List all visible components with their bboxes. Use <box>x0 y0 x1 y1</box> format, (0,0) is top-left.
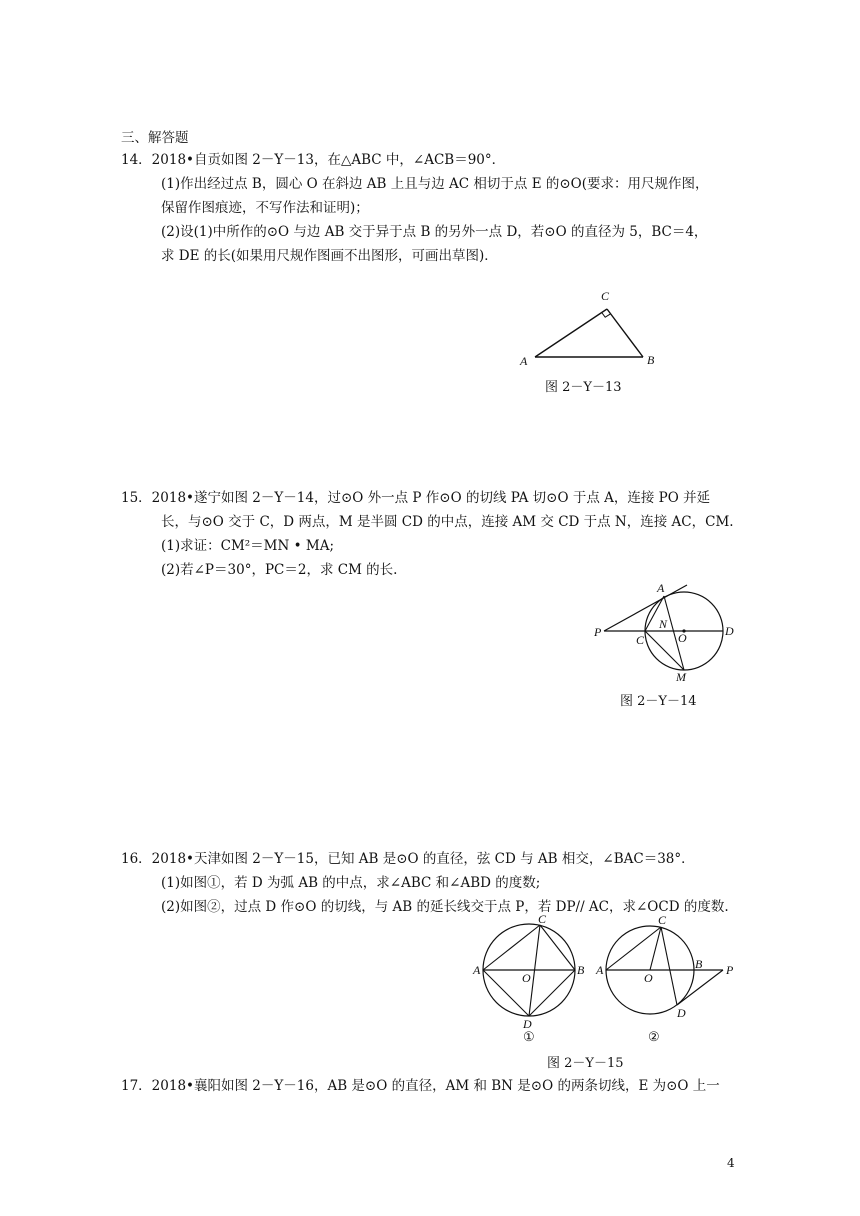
section-title: 三、解答题 <box>121 130 189 146</box>
q15-line-2: 长，与⊙O 交于 C，D 两点，M 是半圆 CD 的中点，连接 AM 交 CD 于点 N，连接 AC，CM. <box>161 514 734 530</box>
label-a: A <box>520 354 528 368</box>
side-ac <box>535 309 607 357</box>
label-a: A <box>473 963 481 977</box>
chord-bd <box>529 970 575 1016</box>
chord-ac <box>606 927 661 970</box>
segment-co <box>650 927 661 970</box>
label-b: B <box>695 957 703 971</box>
label-a: A <box>596 963 604 977</box>
label-b: B <box>647 353 655 367</box>
q14-line-5: 求 DE 的长(如果用尺规作图画不出图形，可画出草图)． <box>161 248 498 264</box>
q16-line-2: (1)如图①，若 D 为弧 AB 的中点，求∠ABC 和∠ABD 的度数; <box>161 875 541 891</box>
q17-line-1: 17．2018•襄阳如图 2－Y－16，AB 是⊙O 的直径，AM 和 BN 是⊙O 的两条切线，E 为⊙O 上一 <box>121 1078 720 1094</box>
label-m: M <box>676 670 686 684</box>
label-a: A <box>657 581 665 595</box>
q15-line-3: (1)求证：CM²＝MN • MA; <box>161 538 334 554</box>
q14-line-1: 14．2018•自贡如图 2－Y－13，在△ABC 中，∠ACB＝90°． <box>121 152 506 168</box>
figure-2-y-13 <box>510 285 670 375</box>
figure-caption-14: 图 2－Y－14 <box>620 694 697 709</box>
page-number: 4 <box>727 1156 735 1170</box>
label-o: O <box>522 971 531 985</box>
q15-line-4: (2)若∠P＝30°，PC＝2，求 CM 的长. <box>161 562 398 578</box>
label-d: D <box>523 1017 532 1031</box>
label-d: D <box>677 1006 686 1020</box>
q16-line-3: (2)如图②，过点 D 作⊙O 的切线，与 AB 的延长线交于点 P，若 DP// AC，求∠OCD 的度数. <box>161 899 729 915</box>
figure-2-y-14 <box>590 578 750 688</box>
q14-line-3: 保留作图痕迹，不写作法和证明)； <box>161 200 369 216</box>
chord-cd <box>661 927 677 1005</box>
label-c: C <box>538 912 547 926</box>
label-p: P <box>726 963 734 977</box>
label-b: B <box>577 963 585 977</box>
q15-line-1: 15．2018•遂宁如图 2－Y－14，过⊙O 外一点 P 作⊙O 的切线 PA 切⊙O 于点 A，连接 PO 并延 <box>121 490 711 506</box>
label-p: P <box>594 625 602 639</box>
figure-2-y-15-2 <box>595 915 745 1045</box>
right-angle-mark <box>602 313 611 318</box>
chord-ac <box>483 925 540 970</box>
side-cb <box>607 309 643 357</box>
figure-caption-15: 图 2－Y－15 <box>547 1056 624 1071</box>
figure-caption-13: 图 2－Y－13 <box>545 380 622 395</box>
label-c: C <box>658 913 667 927</box>
q14-line-2: (1)作出经过点 B，圆心 O 在斜边 AB 上且与边 AC 相切于点 E 的⊙O(要求：用尺规作图， <box>161 176 709 192</box>
label-n: N <box>659 617 668 631</box>
subfigure-label-1: ① <box>523 1030 535 1045</box>
figure-2-y-15-1 <box>470 912 600 1045</box>
label-c: C <box>636 633 645 647</box>
q16-line-1: 16．2018•天津如图 2－Y－15，已知 AB 是⊙O 的直径，弦 CD 与 AB 相交，∠BAC＝38°． <box>121 851 695 867</box>
tangent-dp <box>677 970 723 1005</box>
q14-line-4: (2)设(1)中所作的⊙O 与边 AB 交于异于点 B 的另外一点 D，若⊙O 的直径为 5，BC＝4， <box>161 224 708 240</box>
label-o: O <box>678 631 687 645</box>
label-d: D <box>725 624 734 638</box>
subfigure-label-2: ② <box>648 1030 660 1045</box>
label-c: C <box>601 289 610 303</box>
label-o: O <box>644 971 653 985</box>
